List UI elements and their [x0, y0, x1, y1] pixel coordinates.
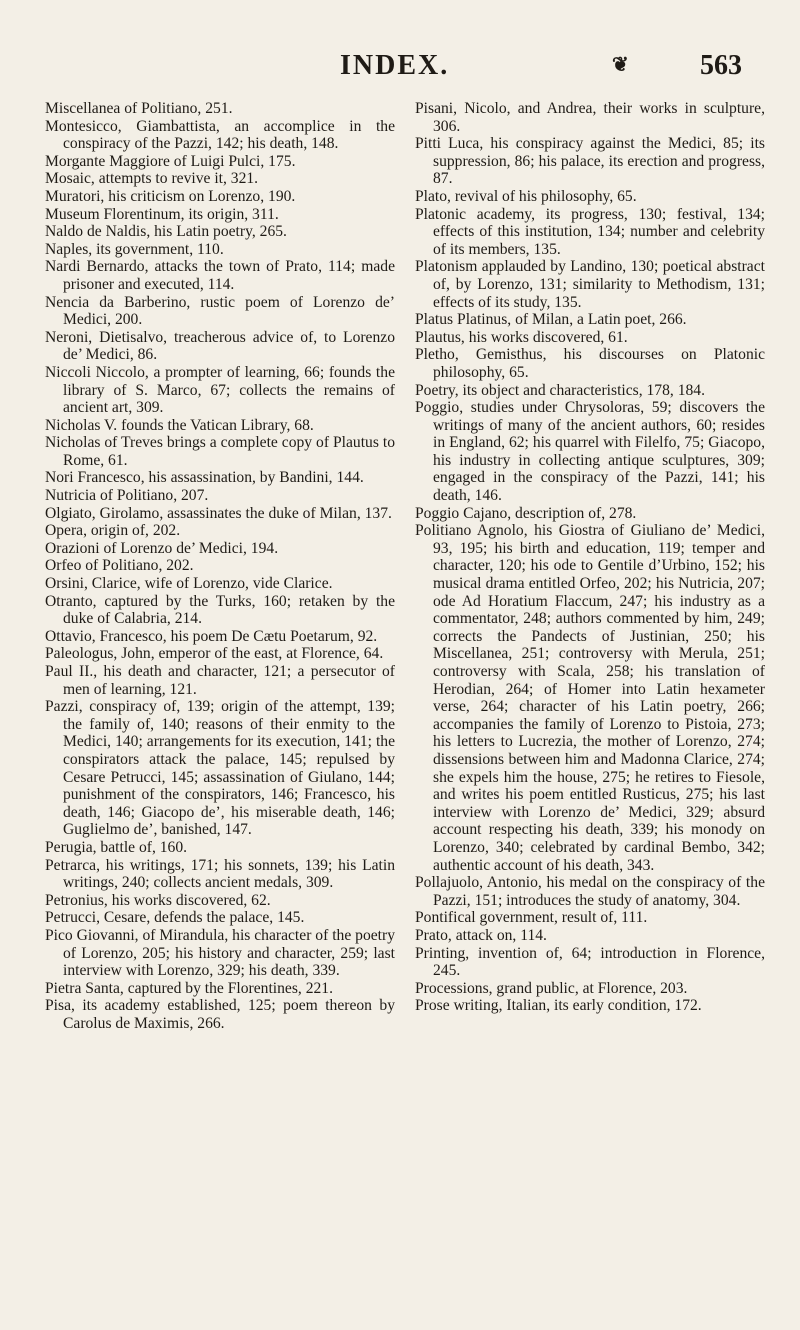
index-entry: Perugia, battle of, 160. — [45, 838, 188, 856]
index-entry: Pisani, Nicolo, and Andrea, their works in sculpture, 306. — [415, 100, 765, 135]
index-entry: Petrarca, his writings, 171; his sonnets, 139; his Latin writings, 240; collects ancient medals, 309. — [45, 856, 395, 892]
index-entry: Opera, origin of, 202. — [45, 522, 181, 540]
index-entry: Neroni, Dietisalvo, treacherous advice of, to Lorenzo de’ Medici, 86. — [45, 328, 395, 364]
index-entry: Mosaic, attempts to revive it, 321. — [45, 170, 259, 188]
index-entry: Pletho, Gemisthus, his discourses on Platonic philosophy, 65. — [415, 346, 765, 381]
index-entry: Poetry, its object and characteristics, 178, 184. — [415, 381, 705, 399]
index-entry: Orsini, Clarice, wife of Lorenzo, vide Clarice. — [45, 575, 333, 593]
ornament-mark: ❦ — [612, 54, 629, 76]
index-entry: Nencia da Barberino, rustic poem of Lorenzo de’ Medici, 200. — [45, 293, 395, 329]
index-entry: Miscellanea of Politiano, 251. — [45, 100, 233, 117]
index-entry: Prose writing, Italian, its early condition, 172. — [415, 997, 702, 1015]
index-entry: Politiano Agnolo, his Giostra of Giuliano de’ Medici, 93, 195; his birth and education, 119; temper and character, 120; his ode to Gentile d’Urbino, 152; his musical drama entitled Orfeo, 202; his Nutricia, 207; ode Ad Horatium Flaccum, 247; his industry as a commentator, 248; authors commented by him, 249; corrects the Pandects of Justinian, 250; his Miscellanea, 251; controversy with Merula, 251; controversy with Scala, 258; his translation of Herodian, 264; of Homer into Latin hexameter verse, 264; character of his Latin poetry, 266; accompanies the family of Lorenzo to Pistoia, 273; his letters to Lucrezia, the mother of Lorenzo, 274; dissensions between him and Madonna Clarice, 274; she expels him the house, 275; he retires to Fiesole, and writes his poem entitled Rusticus, 275; his last interview with Lorenzo de’ Medici, 329; absurd account respecting his death, 339; his monody on Lorenzo, 340; celebrated by cardinal Bembo, 342; authentic account of his death, 343. — [415, 522, 765, 874]
index-entry: Museum Florentinum, its origin, 311. — [45, 205, 279, 223]
index-entry: Printing, invention of, 64; introduction in Florence, 245. — [415, 944, 765, 980]
index-entry: Muratori, his criticism on Lorenzo, 190. — [45, 187, 296, 205]
index-entry: Nori Francesco, his assassination, by Bandini, 144. — [45, 469, 364, 487]
index-entry: Morgante Maggiore of Luigi Pulci, 175. — [45, 152, 296, 170]
index-entry: Pietra Santa, captured by the Florentines, 221. — [45, 979, 333, 997]
index-entry: Processions, grand public, at Florence, 203. — [415, 979, 688, 997]
index-entry: Nicholas of Treves brings a complete copy of Plautus to Rome, 61. — [45, 434, 395, 469]
index-entry: Niccoli Niccolo, a prompter of learning, 66; founds the library of S. Marco, 67; collects the remains of ancient art, 309. — [45, 363, 395, 417]
index-entry: Naples, its government, 110. — [45, 240, 224, 258]
index-entry: Ottavio, Francesco, his poem De Cætu Poetarum, 92. — [45, 627, 378, 645]
index-entry: Poggio, studies under Chrysoloras, 59; discovers the writings of many of the ancient authors, 60; resides in England, 62; his quarrel with Filelfo, 75; Giacopo, his industry in collecting antique sculptures, 309; engaged in the conspiracy of the Pazzi, 141; his death, 146. — [415, 399, 765, 505]
index-entry: Platus Platinus, of Milan, a Latin poet, 266. — [415, 311, 687, 329]
index-entry: Orazioni of Lorenzo de’ Medici, 194. — [45, 539, 279, 557]
index-entry: Paleologus, John, emperor of the east, at Florence, 64. — [45, 645, 384, 663]
page-header — [0, 50, 800, 90]
index-entry: Platonic academy, its progress, 130; festival, 134; effects of this institution, 134; number and celebrity of its members, 135. — [415, 205, 765, 258]
index-entry: Pazzi, conspiracy of, 139; origin of the attempt, 139; the family of, 140; reasons of their enmity to the Medici, 140; arrangements for its execution, 141; the conspirators attack the palace, 145; repulsed by Cesare Petrucci, 145; assassination of Giulano, 144; punishment of the conspirators, 146; Francesco, his death, 146; Giacopo de’, his miserable death, 146; Guglielmo de’, banished, 147. — [45, 698, 395, 839]
index-entry: Prato, attack on, 114. — [415, 926, 547, 944]
index-entry: Poggio Cajano, description of, 278. — [415, 504, 637, 522]
index-entry: Paul II., his death and character, 121; a persecutor of men of learning, 121. — [45, 663, 395, 698]
index-entry: Platonism applauded by Landino, 130; poetical abstract of, by Lorenzo, 131; similarity to Methodism, 131; effects of its study, 135. — [415, 258, 765, 311]
index-entry: Nicholas V. founds the Vatican Library, 68. — [45, 416, 314, 434]
index-entry: Pitti Luca, his conspiracy against the Medici, 85; its suppression, 86; his palace, its erection and progress, 87. — [415, 135, 765, 188]
index-entry: Nardi Bernardo, attacks the town of Prato, 114; made prisoner and executed, 114. — [45, 258, 395, 293]
index-entry: Nutricia of Politiano, 207. — [45, 487, 209, 505]
index-column-right — [415, 100, 765, 1015]
index-entry: Pico Giovanni, of Mirandula, his character of the poetry of Lorenzo, 205; his history and character, 259; last interview with Lorenzo, 329; his death, 339. — [45, 926, 395, 980]
index-entry: Pontifical government, result of, 111. — [415, 909, 648, 927]
index-entry: Naldo de Naldis, his Latin poetry, 265. — [45, 223, 287, 241]
index-entry: Petronius, his works discovered, 62. — [45, 891, 271, 909]
index-entry: Montesicco, Giambattista, an accomplice in the conspiracy of the Pazzi, 142; his death, 148. — [45, 117, 395, 153]
index-entry: Petrucci, Cesare, defends the palace, 145. — [45, 909, 305, 927]
page-number: 563 — [700, 50, 742, 81]
index-entry: Pollajuolo, Antonio, his medal on the conspiracy of the Pazzi, 151; introduces the study of anatomy, 304. — [415, 874, 765, 909]
index-entry: Olgiato, Girolamo, assassinates the duke of Milan, 137. — [45, 504, 392, 522]
running-title: INDEX. — [340, 50, 450, 81]
index-entry: Plato, revival of his philosophy, 65. — [415, 187, 637, 205]
index-column-left — [45, 100, 395, 1032]
index-entry: Pisa, its academy established, 125; poem thereon by Carolus de Maximis, 266. — [45, 997, 395, 1032]
index-entry: Otranto, captured by the Turks, 160; retaken by the duke of Calabria, 214. — [45, 592, 395, 628]
index-entry: Orfeo of Politiano, 202. — [45, 557, 194, 575]
index-entry: Plautus, his works discovered, 61. — [415, 328, 628, 346]
